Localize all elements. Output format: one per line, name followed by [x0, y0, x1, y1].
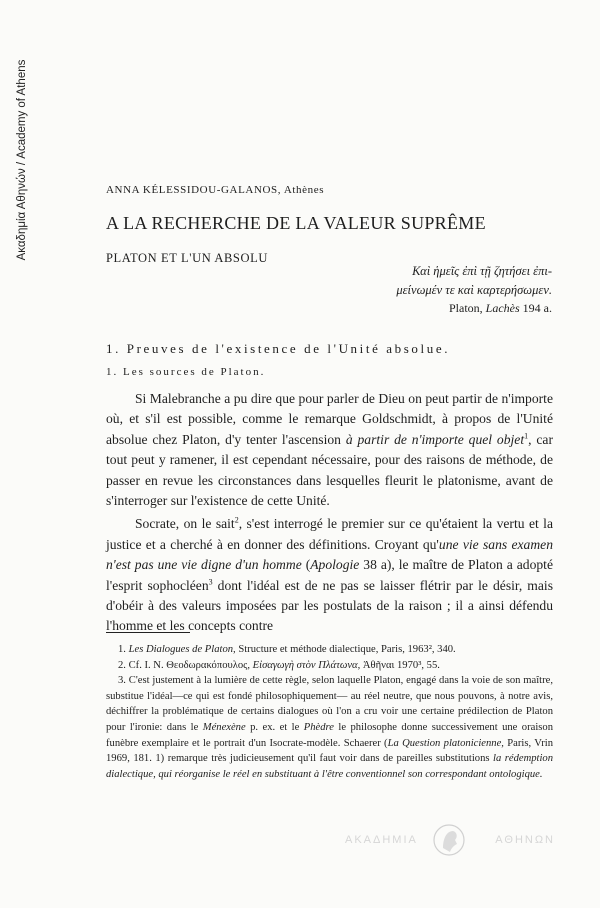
text-run: p. ex. et le [245, 721, 304, 733]
footnote-3 [106, 673, 553, 782]
text-run: 2. Cf. I. N. Θεοδωρακόπουλος, [118, 659, 253, 671]
footnote-separator [106, 632, 190, 633]
text-run: ( [301, 557, 311, 573]
footnote-2 [106, 658, 553, 674]
emphasis: Ménexène [202, 721, 246, 733]
emphasis: une vie sans examen n'est pas une vie digne d'un homme [106, 536, 554, 573]
article-subtitle: PLATON ET L'UN ABSOLU [106, 251, 268, 265]
archive-side-note: Ακαδημία Αθηνών / Academy of Athens [16, 59, 28, 261]
text-run: 1. [118, 644, 129, 655]
watermark-text-right: ΑΘΗΝΩΝ [495, 834, 555, 846]
paragraph-2 [106, 514, 553, 636]
epigraph-source-ref: 194 a. [519, 301, 552, 315]
text-run: 3. C'est justement à la lumière de cette règle, selon laquelle Platon, engagé dans la voie de son maître, substitue l'idéal—ce qui est fondé philosophiquement— au réel neutre, que nous pouvons, à notre avis, déchiffrer la problématique de certains dialogues où l'on a cru voir une certaine prédilection de Platon pour l'ironie: dans le [106, 675, 553, 733]
emphasis: Phèdre [303, 721, 334, 733]
body-text [106, 389, 553, 637]
academy-watermark [345, 826, 555, 856]
epigraph-line-1: Καὶ ἡμεῖς ἐπὶ τῇ ζητήσει ἐπι- [412, 264, 552, 278]
emphasis: La Question platonicienne, [387, 737, 504, 749]
epigraph-source [396, 299, 552, 318]
emphasis: la rédemption dialectique, qui réorganise le réel en substituant à l'être conventionnel son correspondant ontologique. [106, 753, 553, 780]
text-run: le philosophe donne successivement une oraison funèbre exemplaire et le portrait d'un Isocrate-modèle. Schaerer ( [106, 721, 553, 749]
text-run: , car tout peut y ramener, il est cependant nécessaire, pour des raisons de méthode, de passer en revue les circonstances dans lesquelles fleurit le platonisme, avant de s'interroger sur l'existence de cette Unité. [106, 431, 553, 509]
watermark-text-left: ΑΚΑΔΗΜΙΑ [345, 834, 418, 846]
text-run: 38 a), le maître de Platon a adopté l'esprit sophocléen [106, 557, 553, 593]
text-run: Paris, Vrin 1969, 181. 1) remarque très judicieusement qu'il faut voir dans de pareilles substitutions [106, 737, 554, 765]
text-run: Socrate, on le sait [135, 516, 235, 532]
emphasis: Εἰσαγωγὴ στὸν Πλάτωνα, [252, 659, 361, 671]
epigraph-source-prefix: Platon, [449, 301, 486, 315]
author-line: ANNA KÉLESSIDOU-GALANOS, Athènes [106, 184, 325, 196]
footnote-1 [106, 642, 553, 658]
section-heading: 1. Preuves de l'existence de l'Unité absolue. [106, 341, 451, 356]
epigraph-line-2: μείνωμέν τε καὶ καρτερήσωμεν. [396, 282, 552, 297]
emphasis: à partir de n'importe quel objet [345, 431, 525, 447]
emphasis: Les Dialogues de Platon, [128, 644, 236, 655]
section-subheading: 1. Les sources de Platon. [106, 366, 266, 378]
athena-head-icon [433, 822, 465, 858]
epigraph-source-work: Lachès [485, 301, 520, 315]
text-run: dont l'idéal est de ne pas se laisser flétrir par le désir, mais d'obéir à des valeurs imposées par les postulats de la raison ; il a ainsi défendu l'homme et les concepts contre [106, 577, 553, 634]
footnote-ref-3: 3 [208, 577, 213, 587]
footnotes [106, 642, 553, 782]
text-run: Si Malebranche a pu dire que pour parler de Dieu on peut partir de n'importe où, et s'il est possible, comme le remarque Goldschmidt, à propos de l'Unité absolue chez Platon, d'y tenter l'ascension [106, 391, 553, 447]
text-run: Structure et méthode dialectique, Paris, 1963², 340. [235, 644, 456, 655]
epigraph [396, 262, 552, 318]
text-run: Ἀθῆναι 1970³, 55. [360, 659, 440, 671]
text-run: , s'est interrogé le premier sur ce qu'étaient la vertu et la justice et a cherché à en donner des définitions. Croyant qu' [106, 516, 553, 552]
footnote-ref-1: 1 [524, 431, 529, 441]
paragraph-1 [106, 389, 553, 511]
article-title: A LA RECHERCHE DE LA VALEUR SUPRÊME [106, 213, 486, 233]
emphasis: Apologie [310, 557, 360, 573]
footnote-ref-2: 2 [234, 515, 239, 525]
